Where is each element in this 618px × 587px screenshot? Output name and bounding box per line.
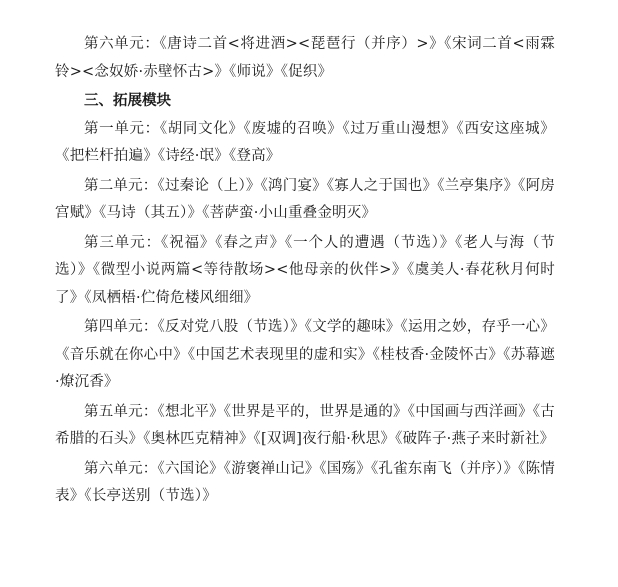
document-page bbox=[55, 31, 555, 511]
unit-six-paragraph: 第六单元：《唐诗二首<将进酒><琵琶行（并序）>》《宋词二首<雨霖铃><念奴娇·赤壁怀古>》《师说》《促织》 bbox=[55, 36, 555, 80]
section-heading: 三、拓展模块 bbox=[84, 93, 171, 109]
unit-one-paragraph: 第一单元：《胡同文化》《废墟的召唤》《过万重山漫想》《西安这座城》《把栏杆拍遍》《诗经·氓》《登高》 bbox=[55, 120, 555, 164]
unit-six-extension-paragraph: 第六单元：《六国论》《游褒禅山记》《国殇》《孔雀东南飞（并序）》《陈情表》《长亭送别（节选）》 bbox=[55, 460, 555, 504]
unit-two-paragraph: 第二单元：《过秦论（上）》《鸿门宴》《寡人之于国也》《兰亭集序》《阿房宫赋》《马诗（其五）》《菩萨蛮·小山重叠金明灭》 bbox=[55, 177, 555, 221]
unit-four-paragraph: 第四单元：《反对党八股（节选）》《文学的趣味》《运用之妙，存乎一心》《音乐就在你心中》《中国艺术表现里的虚和实》《桂枝香·金陵怀古》《苏幕遮·燎沉香》 bbox=[55, 319, 555, 390]
unit-three-paragraph: 第三单元：《祝福》《春之声》《一个人的遭遇（节选）》《老人与海（节选）》《微型小说两篇<等待散场><他母亲的伙伴>》《虞美人·春花秋月何时了》《凤栖梧·伫倚危楼风细细》 bbox=[55, 234, 555, 306]
unit-five-paragraph: 第五单元：《想北平》《世界是平的，世界是通的》《中国画与西洋画》《古希腊的石头》《奥林匹克精神》《[双调]夜行船·秋思》《破阵子·燕子来时新社》 bbox=[55, 403, 555, 447]
